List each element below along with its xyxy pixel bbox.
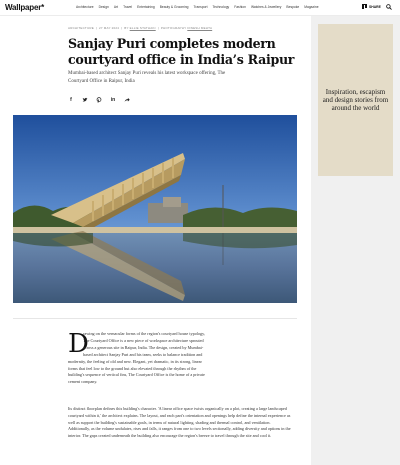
share-box-icon	[362, 4, 367, 9]
article-paragraph-2: Its distinct floorplan defines this building's character. 'A linear office space twists organically on a plot, creating a large landscaped courtyard within it,' the architect explains. The layout, and each part's orientation and openings help define the internal experience as well as support the building's sustainable goals, in terms of natural lighting, shading and thermal control, and ventilation. Additionally, as the volume undulates, rises and falls, it ranges from one to two levels sectionally, adding diversity and options in the interior. The gaps created underneath the building also encourage the region's breeze to travel through the site and cool it.	[68, 406, 291, 439]
nav-item-magazine[interactable]: Magazine	[304, 5, 319, 9]
nav-item-technology[interactable]: Technology	[212, 5, 230, 9]
linkedin-icon[interactable]: in	[110, 97, 116, 103]
advert-text[interactable]: Inspiration, escapism and design stories from around the world	[322, 88, 389, 112]
wallpaper-logo[interactable]: Wallpaper*	[5, 3, 45, 12]
nav-item-beauty-grooming[interactable]: Beauty & Grooming	[159, 5, 189, 9]
article-photographer[interactable]: DINESH MEHTA	[187, 26, 213, 30]
article-author[interactable]: ELLIE STATHAKI	[129, 26, 156, 30]
twitter-icon[interactable]	[82, 97, 88, 103]
nav-item-travel[interactable]: Travel	[123, 5, 133, 9]
article-meta: ARCHITECTURE | 27 MAY 2024 | BY ELLIE STATHAKI | PHOTOGRAPHY DINESH MEHTA	[68, 26, 213, 30]
top-navigation-bar	[0, 0, 400, 16]
search-icon[interactable]	[386, 4, 392, 10]
paragraph-line: cement company.	[68, 379, 98, 385]
paragraph-line[interactable]: based architect Sanjay Puri and his team, seeks to balance tradition and	[83, 351, 203, 357]
photo-credit-prefix: PHOTOGRAPHY	[160, 26, 187, 30]
social-share-bar	[68, 97, 130, 103]
facebook-icon[interactable]: f	[70, 97, 72, 103]
paragraph-line: The Courtyard Office is a new piece of workspace architecture sprouted	[83, 337, 204, 343]
content-divider	[13, 318, 297, 319]
main-nav	[76, 5, 319, 9]
nav-item-design[interactable]: Design	[98, 5, 109, 9]
article-standfirst: Mumbai-based architect Sanjay Puri reveals his latest workspace offering, The Courtyard Office in Raipur, India	[68, 71, 226, 84]
share-label: SHARE	[369, 4, 381, 9]
share-arrow-icon[interactable]	[124, 97, 130, 103]
nav-item-art[interactable]: Art	[113, 5, 119, 9]
nav-item-watches-jewellery[interactable]: Watches & Jewellery	[250, 5, 282, 9]
nav-item-architecture[interactable]: Architecture	[76, 5, 94, 9]
paragraph-line: modernity, the feeling of old and new. Elegant, yet dramatic, in its strong, linear	[68, 358, 202, 364]
paragraph-line: forms that feel low to the ground but also elevated through the rhythm of the	[68, 365, 197, 371]
hero-photo	[13, 115, 297, 303]
paragraph-line: rawing on the vernacular forms of the region's courtyard house typology,	[83, 331, 206, 336]
byline-prefix: BY	[124, 26, 129, 30]
nav-item-transport[interactable]: Transport	[193, 5, 208, 9]
article-title: Sanjay Puri completes modern courtyard office in India’s Raipur	[68, 36, 295, 67]
article-category[interactable]: ARCHITECTURE	[68, 26, 94, 30]
nav-item-bespoke[interactable]: Bespoke	[286, 5, 300, 9]
nav-item-fashion[interactable]: Fashion	[234, 5, 246, 9]
pinterest-icon[interactable]	[96, 97, 102, 103]
drop-cap: D	[68, 329, 89, 359]
paragraph-line: building's sequence of vertical fins, The Courtyard Office is the home of a private	[68, 372, 205, 378]
article-paragraph-1	[68, 331, 292, 386]
paragraph-line: across a generous site in Raipur, India. The design, created by Mumbai-	[83, 344, 204, 350]
article-date: 27 MAY 2024	[99, 26, 120, 30]
share-button[interactable]	[362, 4, 381, 9]
nav-item-entertaining[interactable]: Entertaining	[137, 5, 155, 9]
